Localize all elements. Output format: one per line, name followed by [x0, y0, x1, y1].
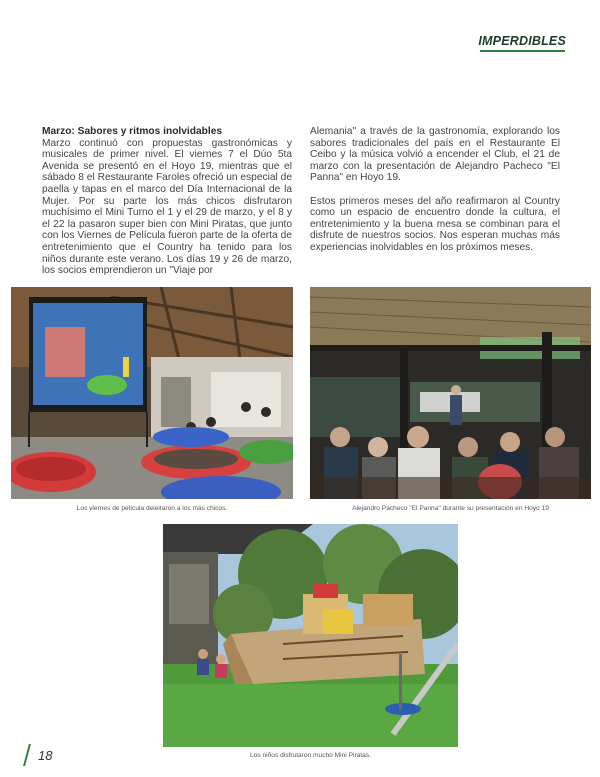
article-paragraph: Marzo continuó con propuestas gastronómicas y musicales de primer nivel. El viernes 7 el Dúo 5ta Avenida se presentó en el Hoyo 19, mientras que el sábado 8 el Restaurante Faroles ofreció un especial de paella y tapas en el marco del Día Internacional de la Mujer. Por su parte los más chicos disfrutaron muchísimo el Mini Turno el 1 y el 29 de marzo, y el 8 y el 22 la pasaron super bien con Mini Piratas, que junto con los Viernes de Película fueron parte de la oferta de entretenimiento que el Country ha tenido para los niños durante este verano. Los días 19 y 26 de marzo, los socios emprendieron un "Viaje por: [42, 137, 292, 277]
section-rule: [480, 50, 565, 52]
page-number-accent: [23, 744, 31, 766]
article-heading: Marzo: Sabores y ritmos inolvidables: [42, 126, 223, 137]
section-tag: IMPERDIBLES: [478, 34, 566, 48]
photo-caption: Los niños disfrutaron mucho Mini Piratas.: [250, 752, 371, 759]
article-paragraph: Estos primeros meses del año reafirmaron al Country como un espacio de encuentro donde la cultura, el entretenimiento y la buena mesa se combinan para el disfrute de nuestros socios. Nos esperan muchas más experiencias inolvidables en los próximos meses.: [310, 195, 560, 253]
photo-caption: Alejandro Pacheco "El Panna" durante su presentación en Hoyo 19: [352, 505, 549, 512]
article-column-right: [310, 126, 560, 254]
article-paragraph: Alemania" a través de la gastronomía, explorando los sabores tradicionales del país en el Restaurante El Ceibo y la música volvió a encender el Club, el 21 de marzo con la presentación de Alejandro Pacheco "El Panna" en Hoyo 19.: [310, 126, 560, 184]
photo-movie-night: [11, 287, 293, 499]
photo-mini-pirates: [163, 524, 458, 747]
photo-concert: [310, 287, 591, 499]
page-number: 18: [38, 748, 53, 763]
photo-caption: Los viernes de película deleitaron a los más chicos.: [76, 505, 228, 512]
article-column-left: [42, 126, 292, 277]
